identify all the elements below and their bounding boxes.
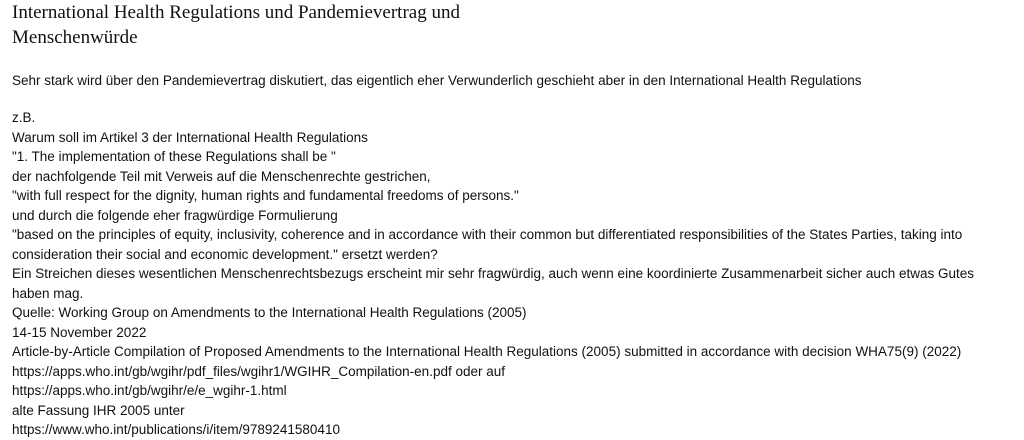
page-title: International Health Regulations und Pandemievertrag und Menschenwürde <box>12 2 460 48</box>
text-line: Warum soll im Artikel 3 der International Health Regulations <box>12 129 368 145</box>
text-line: der nachfolgende Teil mit Verweis auf die Menschenrechte gestrichen, <box>12 168 431 184</box>
text-line: 14-15 November 2022 <box>12 324 147 340</box>
text-line: "1. The implementation of these Regulations shall be " <box>12 149 336 164</box>
text-line: "with full respect for the dignity, human rights and fundamental freedoms of persons." <box>12 188 519 203</box>
text-line: Quelle: Working Group on Amendments to the International Health Regulations (2005) <box>12 305 527 320</box>
lead-paragraph: Sehr stark wird über den Pandemievertrag diskutiert, das eigentlich eher Verwunderlich geschieht aber in den International Health Regulations <box>12 73 862 88</box>
text-line: und durch die folgende eher fragwürdige Formulierung <box>12 207 338 223</box>
text-line: Ein Streichen dieses wesentlichen Menschenrechtsbezugs erscheint mir sehr fragwürdig, auch wenn eine koordinierte Zusammenarbeit sicher auch etwas Gutes haben mag. <box>12 266 974 301</box>
old-version-label: alte Fassung IHR 2005 unter <box>12 402 185 418</box>
text-line: Article-by-Article Compilation of Proposed Amendments to the International Health Regulations (2005) submitted in accordance with decision WHA75(9) (2022) <box>12 344 962 359</box>
who-wgihr-link[interactable]: https://apps.who.int/gb/wgihr/e/e_wgihr-1.html <box>12 383 287 398</box>
who-compilation-link[interactable]: https://apps.who.int/gb/wgihr/pdf_files/wgihr1/WGIHR_Compilation-en.pdf oder auf <box>12 363 506 379</box>
text-line: "based on the principles of equity, inclusivity, coherence and in accordance with their common but differentiated responsibilities of the States Parties, taking into consideration their social and economic development." ersetzt werden? <box>12 227 963 262</box>
article-body <box>12 108 1012 440</box>
text-line: z.B. <box>12 110 36 125</box>
who-ihr2005-link[interactable]: https://www.who.int/publications/i/item/9789241580410 <box>12 422 340 437</box>
